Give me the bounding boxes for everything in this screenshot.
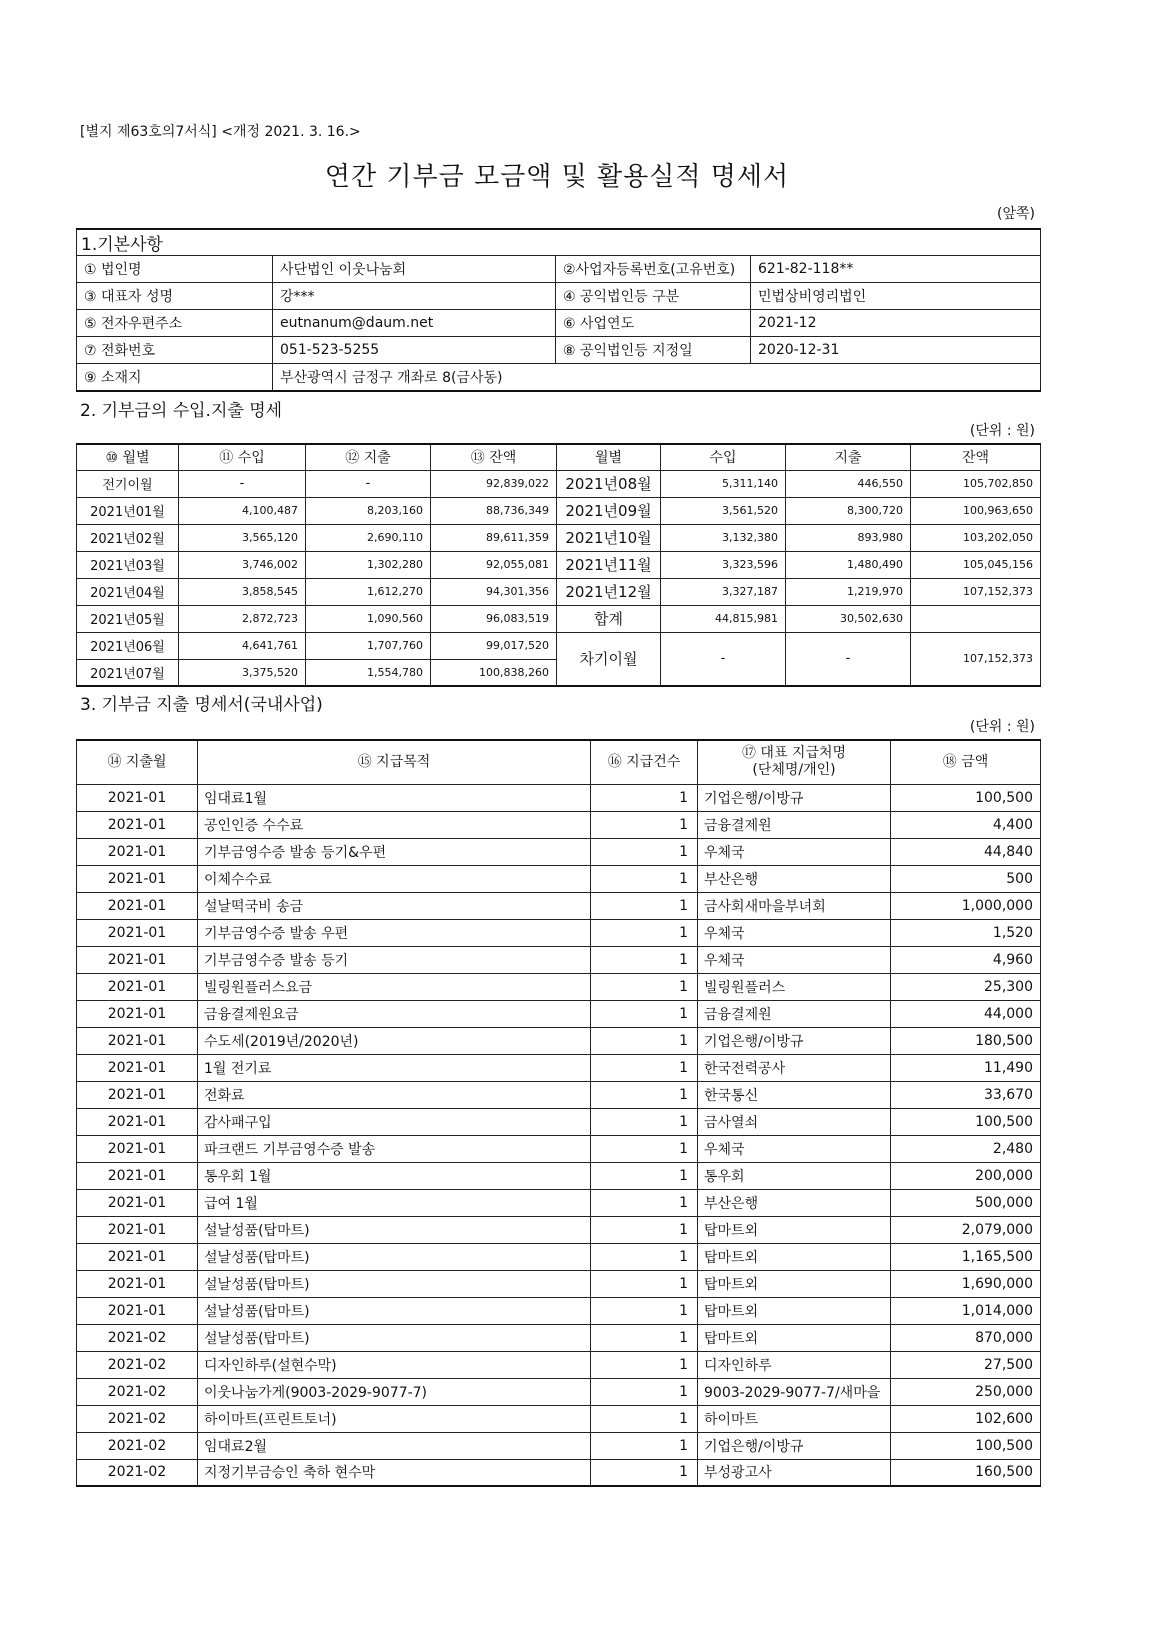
phone-label: ⑦ 전화번호 [77,337,273,364]
header-expense-month: ⑭ 지출월 [77,740,198,784]
right-balance-cell: 105,045,156 [911,551,1041,578]
expenditure-row [77,1270,1041,1297]
basic-info-table [76,228,1041,392]
left-expense-cell: 1,707,760 [306,632,431,659]
left-month-cell: 2021년03월 [77,551,179,578]
right-month-cell: 2021년12월 [557,578,661,605]
expenditure-amount-cell: 44,000 [891,1000,1041,1027]
header-payee-line2: (단체명/개인) [752,762,836,779]
document-title: 연간 기부금 모금액 및 활용실적 명세서 [324,162,790,192]
right-month-cell: 합계 [557,605,661,632]
expenditure-count-cell: 1 [591,1243,698,1270]
expenditure-payee-cell: 부산은행 [698,865,891,892]
left-income-cell: 3,746,002 [179,551,306,578]
expenditure-amount-cell: 33,670 [891,1081,1041,1108]
right-balance-cell: 107,152,373 [911,578,1041,605]
expenditure-payee-cell: 탑마트외 [698,1270,891,1297]
expenditure-month-cell: 2021-01 [77,946,198,973]
income-expense-heading: 2. 기부금의 수입.지출 명세 [80,401,283,421]
expenditure-row [77,1000,1041,1027]
expenditure-amount-cell: 1,690,000 [891,1270,1041,1297]
expenditure-amount-cell: 2,079,000 [891,1216,1041,1243]
expenditure-count-cell: 1 [591,1270,698,1297]
left-balance-cell: 94,301,356 [431,578,557,605]
income-expense-row [77,551,1041,578]
header-income-2: 수입 [661,444,786,470]
expenditure-purpose-cell: 설날성품(탑마트) [198,1243,591,1270]
expenditure-count-cell: 1 [591,1324,698,1351]
left-balance-cell: 88,736,349 [431,497,557,524]
expenditure-count-cell: 1 [591,1027,698,1054]
left-income-cell: 4,100,487 [179,497,306,524]
expenditure-row [77,892,1041,919]
expenditure-month-cell: 2021-01 [77,1135,198,1162]
left-month-cell: 2021년01월 [77,497,179,524]
expenditure-count-cell: 1 [591,946,698,973]
header-month-2: 월별 [557,444,661,470]
expenditure-row [77,811,1041,838]
income-expense-row [77,497,1041,524]
right-expense-cell: 1,219,970 [786,578,911,605]
fiscal-year-value: 2021-12 [751,310,1041,337]
expenditure-purpose-cell: 설날성품(탑마트) [198,1297,591,1324]
right-balance-cell [911,605,1041,632]
left-income-cell: 3,858,545 [179,578,306,605]
right-expense-cell: 8,300,720 [786,497,911,524]
expenditure-count-cell: 1 [591,1459,698,1486]
expenditure-purpose-cell: 설날성품(탑마트) [198,1216,591,1243]
expenditure-purpose-cell: 하이마트(프린트토너) [198,1405,591,1432]
expenditure-payee-cell: 부성광고사 [698,1459,891,1486]
header-month: ⑩ 월별 [77,444,179,470]
expenditure-payee-cell: 기업은행/이방규 [698,784,891,811]
right-income-cell: 44,815,981 [661,605,786,632]
expenditure-payee-cell: 기업은행/이방규 [698,1027,891,1054]
left-income-cell: 2,872,723 [179,605,306,632]
expenditure-row [77,1405,1041,1432]
phone-value: 051-523-5255 [273,337,556,364]
expenditure-row [77,973,1041,1000]
right-month-cell: 2021년09월 [557,497,661,524]
left-expense-cell: 1,302,280 [306,551,431,578]
expenditure-row [77,1432,1041,1459]
right-balance-cell: 107,152,373 [911,632,1041,686]
left-month-cell: 2021년06월 [77,632,179,659]
fiscal-year-label: ⑥ 사업연도 [556,310,751,337]
right-expense-cell: 893,980 [786,524,911,551]
expenditure-purpose-cell: 1월 전기료 [198,1054,591,1081]
designation-date-label: ⑧ 공익법인등 지정일 [556,337,751,364]
right-expense-cell: 30,502,630 [786,605,911,632]
expenditure-count-cell: 1 [591,865,698,892]
designation-date-value: 2020-12-31 [751,337,1041,364]
expenditure-row [77,1054,1041,1081]
expenditure-amount-cell: 44,840 [891,838,1041,865]
expenditure-payee-cell: 기업은행/이방규 [698,1432,891,1459]
expenditure-row [77,1216,1041,1243]
header-payee-line1: ⑰ 대표 지급처명 [741,745,847,762]
expenditure-amount-cell: 100,500 [891,1432,1041,1459]
header-payee [698,740,891,784]
expenditure-row [77,1378,1041,1405]
address-label: ⑨ 소재지 [77,364,273,391]
left-income-cell: 3,375,520 [179,659,306,686]
expenditure-payee-cell: 금융결제원 [698,811,891,838]
expenditure-amount-cell: 4,960 [891,946,1041,973]
expenditure-row [77,1027,1041,1054]
expenditure-payee-cell: 한국통신 [698,1081,891,1108]
expenditure-payee-cell: 금사열쇠 [698,1108,891,1135]
expenditure-amount-cell: 1,520 [891,919,1041,946]
expenditure-count-cell: 1 [591,1378,698,1405]
expenditure-count-cell: 1 [591,1297,698,1324]
left-month-cell: 2021년05월 [77,605,179,632]
expenditure-payee-cell: 탑마트외 [698,1216,891,1243]
corp-name-label: ① 법인명 [77,256,273,283]
left-expense-cell: 8,203,160 [306,497,431,524]
expenditure-payee-cell: 우체국 [698,1135,891,1162]
left-month-cell: 2021년02월 [77,524,179,551]
expenditure-amount-cell: 102,600 [891,1405,1041,1432]
right-month-cell: 차기이월 [557,632,661,686]
expenditure-amount-cell: 500,000 [891,1189,1041,1216]
expenditure-purpose-cell: 급여 1월 [198,1189,591,1216]
email-value: eutnanum@daum.net [273,310,556,337]
expenditure-row [77,1324,1041,1351]
expenditure-row [77,946,1041,973]
expenditure-purpose-cell: 빌링원플러스요금 [198,973,591,1000]
representative-label: ③ 대표자 성명 [77,283,273,310]
left-expense-cell: 2,690,110 [306,524,431,551]
expenditure-purpose-cell: 지정기부금승인 축하 현수막 [198,1459,591,1486]
expenditure-amount-cell: 27,500 [891,1351,1041,1378]
expenditure-amount-cell: 4,400 [891,811,1041,838]
expenditure-row [77,1459,1041,1486]
left-balance-cell: 89,611,359 [431,524,557,551]
right-month-cell: 2021년08월 [557,470,661,497]
expenditure-count-cell: 1 [591,1189,698,1216]
expenditure-table [76,739,1041,1487]
expenditure-count-cell: 1 [591,1081,698,1108]
expenditure-month-cell: 2021-01 [77,973,198,1000]
expenditure-payee-cell: 금사회새마을부녀회 [698,892,891,919]
expenditure-purpose-cell: 통우회 1월 [198,1162,591,1189]
expenditure-purpose-cell: 감사패구입 [198,1108,591,1135]
expenditure-month-cell: 2021-01 [77,919,198,946]
expenditure-purpose-cell: 기부금영수증 발송 등기&우편 [198,838,591,865]
right-income-cell: 3,132,380 [661,524,786,551]
expenditure-purpose-cell: 기부금영수증 발송 등기 [198,946,591,973]
expenditure-payee-cell: 우체국 [698,838,891,865]
left-balance-cell: 100,838,260 [431,659,557,686]
expenditure-amount-cell: 180,500 [891,1027,1041,1054]
expenditure-amount-cell: 11,490 [891,1054,1041,1081]
expenditure-month-cell: 2021-02 [77,1432,198,1459]
expenditure-payee-cell: 빌링원플러스 [698,973,891,1000]
left-expense-cell: 1,612,270 [306,578,431,605]
expenditure-payee-cell: 금융결제원 [698,1000,891,1027]
expenditure-month-cell: 2021-01 [77,892,198,919]
expenditure-month-cell: 2021-01 [77,865,198,892]
expenditure-count-cell: 1 [591,1351,698,1378]
expenditure-row [77,1351,1041,1378]
right-expense-cell: 1,480,490 [786,551,911,578]
expenditure-payee-cell: 탑마트외 [698,1324,891,1351]
expenditure-month-cell: 2021-01 [77,811,198,838]
address-value: 부산광역시 금정구 개좌로 8(금사동) [273,364,1041,391]
business-reg-no-label: ②사업자등록번호(고유번호) [556,256,751,283]
expenditure-amount-cell: 1,000,000 [891,892,1041,919]
expenditure-row [77,919,1041,946]
header-balance: ⑬ 잔액 [431,444,557,470]
left-income-cell: 4,641,761 [179,632,306,659]
expenditure-count-cell: 1 [591,1405,698,1432]
expenditure-count-cell: 1 [591,811,698,838]
expenditure-body [77,784,1041,1486]
expenditure-count-cell: 1 [591,1135,698,1162]
expenditure-amount-cell: 100,500 [891,784,1041,811]
expenditure-purpose-cell: 파크랜드 기부금영수증 발송 [198,1135,591,1162]
expenditure-month-cell: 2021-01 [77,1243,198,1270]
expenditure-month-cell: 2021-01 [77,1000,198,1027]
expenditure-payee-cell: 우체국 [698,919,891,946]
expenditure-amount-cell: 100,500 [891,1108,1041,1135]
expenditure-row [77,1162,1041,1189]
expenditure-purpose-cell: 임대료2월 [198,1432,591,1459]
expenditure-purpose-cell: 설날떡국비 송금 [198,892,591,919]
expenditure-purpose-cell: 기부금영수증 발송 우편 [198,919,591,946]
right-income-cell: - [661,632,786,686]
expenditure-row [77,865,1041,892]
expenditure-count-cell: 1 [591,1108,698,1135]
income-expense-row [77,605,1041,632]
right-balance-cell: 100,963,650 [911,497,1041,524]
email-label: ⑤ 전자우편주소 [77,310,273,337]
expenditure-count-cell: 1 [591,1432,698,1459]
expenditure-month-cell: 2021-02 [77,1324,198,1351]
right-month-cell: 2021년11월 [557,551,661,578]
basic-info-row [77,310,1041,337]
expenditure-count-cell: 1 [591,1000,698,1027]
left-income-cell: 3,565,120 [179,524,306,551]
representative-value: 강*** [273,283,556,310]
expenditure-row [77,1135,1041,1162]
expenditure-purpose-cell: 이체수수료 [198,865,591,892]
public-corp-type-value: 민법상비영리법인 [751,283,1041,310]
expenditure-month-cell: 2021-01 [77,838,198,865]
expenditure-purpose-cell: 공인인증 수수료 [198,811,591,838]
basic-info-row [77,283,1041,310]
expenditure-payee-cell: 부산은행 [698,1189,891,1216]
expenditure-payee-cell: 통우회 [698,1162,891,1189]
expenditure-month-cell: 2021-02 [77,1405,198,1432]
left-balance-cell: 92,839,022 [431,470,557,497]
expenditure-purpose-cell: 전화료 [198,1081,591,1108]
basic-info-heading: 1.기본사항 [77,229,1041,256]
income-expense-table [76,443,1041,687]
expenditure-amount-cell: 250,000 [891,1378,1041,1405]
left-balance-cell: 99,017,520 [431,632,557,659]
expenditure-payee-cell: 하이마트 [698,1405,891,1432]
expenditure-month-cell: 2021-02 [77,1378,198,1405]
corp-name-value: 사단법인 이웃나눔회 [273,256,556,283]
business-reg-no-value: 621-82-118** [751,256,1041,283]
expenditure-purpose-cell: 임대료1월 [198,784,591,811]
expenditure-amount-cell: 1,165,500 [891,1243,1041,1270]
expenditure-unit: (단위 : 원) [969,719,1035,735]
header-expense: ⑫ 지출 [306,444,431,470]
expenditure-month-cell: 2021-01 [77,1054,198,1081]
public-corp-type-label: ④ 공익법인등 구분 [556,283,751,310]
expenditure-month-cell: 2021-01 [77,1081,198,1108]
expenditure-row [77,838,1041,865]
expenditure-month-cell: 2021-01 [77,1297,198,1324]
expenditure-payee-cell: 9003-2029-9077-7/새마을 [698,1378,891,1405]
header-income: ⑪ 수입 [179,444,306,470]
income-expense-header-row [77,444,1041,470]
right-balance-cell: 103,202,050 [911,524,1041,551]
expenditure-count-cell: 1 [591,973,698,1000]
basic-info-row [77,364,1041,391]
form-number-header: [별지 제63호의7서식] <개정 2021. 3. 16.> [80,124,361,140]
expenditure-row [77,1297,1041,1324]
expenditure-purpose-cell: 설날성품(탑마트) [198,1324,591,1351]
expenditure-row [77,1243,1041,1270]
right-income-cell: 5,311,140 [661,470,786,497]
expenditure-payee-cell: 우체국 [698,946,891,973]
header-expense-2: 지출 [786,444,911,470]
income-expense-unit: (단위 : 원) [969,423,1035,439]
left-expense-cell: 1,090,560 [306,605,431,632]
left-month-cell: 2021년04월 [77,578,179,605]
left-income-cell: - [179,470,306,497]
header-count: ⑯ 지급건수 [591,740,698,784]
expenditure-row [77,1189,1041,1216]
expenditure-purpose-cell: 설날성품(탑마트) [198,1270,591,1297]
right-balance-cell: 105,702,850 [911,470,1041,497]
expenditure-count-cell: 1 [591,784,698,811]
expenditure-count-cell: 1 [591,919,698,946]
expenditure-row [77,1081,1041,1108]
expenditure-payee-cell: 탑마트외 [698,1297,891,1324]
right-income-cell: 3,323,596 [661,551,786,578]
left-balance-cell: 96,083,519 [431,605,557,632]
expenditure-payee-cell: 한국전력공사 [698,1054,891,1081]
header-purpose: ⑮ 지급목적 [198,740,591,784]
expenditure-month-cell: 2021-01 [77,784,198,811]
expenditure-row [77,784,1041,811]
income-expense-row [77,524,1041,551]
basic-info-heading-row [77,229,1041,256]
expenditure-header-row [77,740,1041,784]
right-expense-cell: 446,550 [786,470,911,497]
expenditure-amount-cell: 200,000 [891,1162,1041,1189]
expenditure-amount-cell: 160,500 [891,1459,1041,1486]
expenditure-count-cell: 1 [591,892,698,919]
expenditure-month-cell: 2021-01 [77,1027,198,1054]
income-expense-row [77,578,1041,605]
expenditure-purpose-cell: 디자인하루(설현수막) [198,1351,591,1378]
expenditure-amount-cell: 2,480 [891,1135,1041,1162]
expenditure-month-cell: 2021-02 [77,1459,198,1486]
expenditure-amount-cell: 25,300 [891,973,1041,1000]
expenditure-count-cell: 1 [591,838,698,865]
basic-info-row [77,337,1041,364]
left-month-cell: 2021년07월 [77,659,179,686]
right-income-cell: 3,561,520 [661,497,786,524]
left-balance-cell: 92,055,081 [431,551,557,578]
expenditure-payee-cell: 탑마트외 [698,1243,891,1270]
income-expense-row [77,632,1041,659]
expenditure-purpose-cell: 금융결제원요금 [198,1000,591,1027]
expenditure-month-cell: 2021-02 [77,1351,198,1378]
left-expense-cell: 1,554,780 [306,659,431,686]
expenditure-month-cell: 2021-01 [77,1108,198,1135]
expenditure-count-cell: 1 [591,1162,698,1189]
page-side-label: (앞쪽) [997,206,1035,222]
expenditure-month-cell: 2021-01 [77,1270,198,1297]
right-income-cell: 3,327,187 [661,578,786,605]
expenditure-count-cell: 1 [591,1216,698,1243]
right-expense-cell: - [786,632,911,686]
basic-info-row [77,256,1041,283]
expenditure-amount-cell: 870,000 [891,1324,1041,1351]
expenditure-amount-cell: 500 [891,865,1041,892]
expenditure-month-cell: 2021-01 [77,1162,198,1189]
expenditure-count-cell: 1 [591,1054,698,1081]
expenditure-purpose-cell: 이웃나눔가게(9003-2029-9077-7) [198,1378,591,1405]
expenditure-payee-cell: 디자인하루 [698,1351,891,1378]
income-expense-row [77,470,1041,497]
right-month-cell: 2021년10월 [557,524,661,551]
left-expense-cell: - [306,470,431,497]
header-amount: ⑱ 금액 [891,740,1041,784]
expenditure-month-cell: 2021-01 [77,1216,198,1243]
expenditure-purpose-cell: 수도세(2019년/2020년) [198,1027,591,1054]
income-expense-body [77,470,1041,686]
left-month-cell: 전기이월 [77,470,179,497]
expenditure-amount-cell: 1,014,000 [891,1297,1041,1324]
expenditure-row [77,1108,1041,1135]
expenditure-heading: 3. 기부금 지출 명세서(국내사업) [80,695,323,715]
header-balance-2: 잔액 [911,444,1041,470]
expenditure-month-cell: 2021-01 [77,1189,198,1216]
